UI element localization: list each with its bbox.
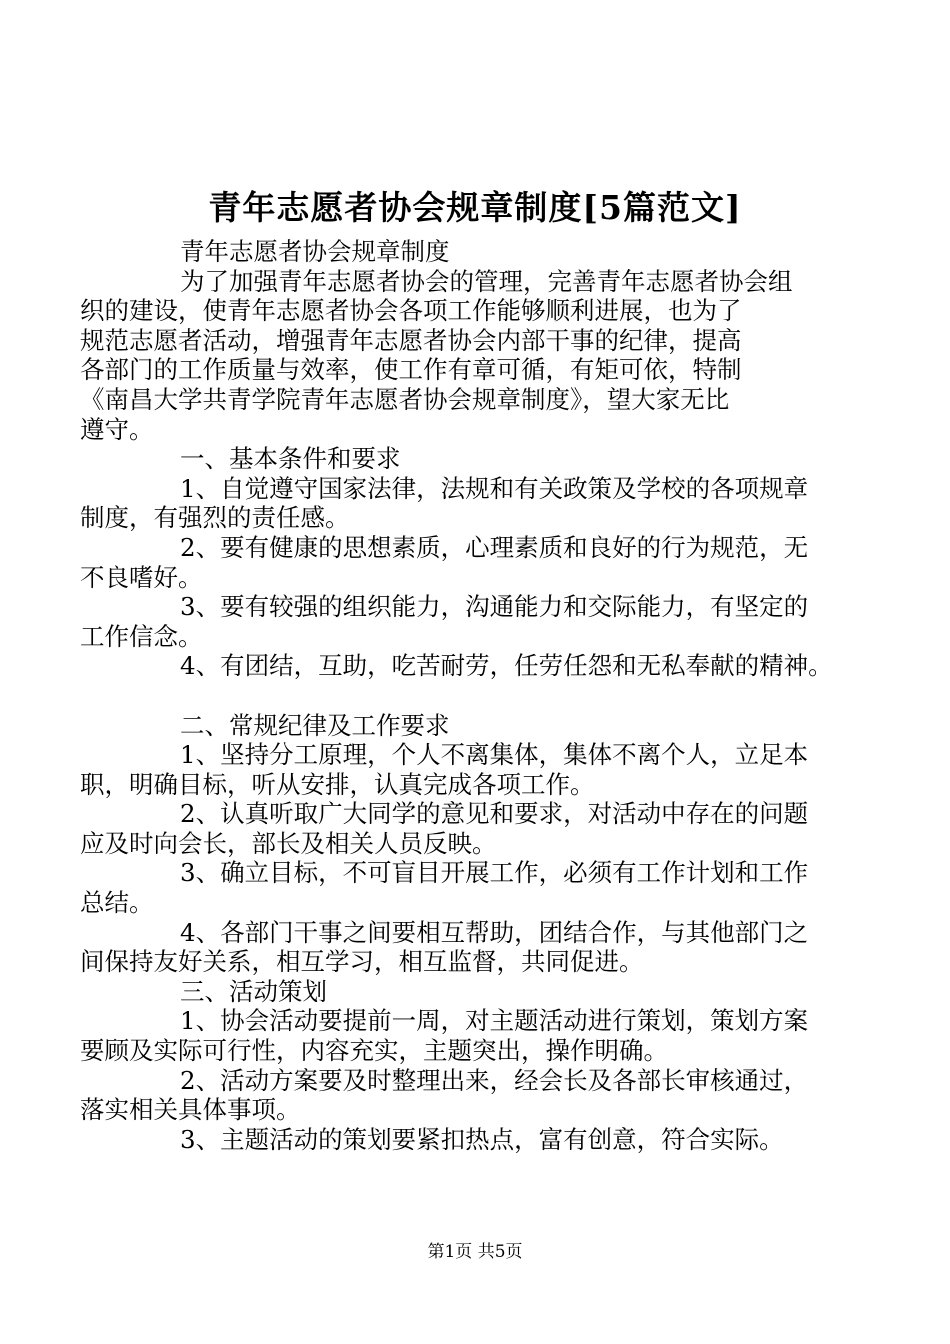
text-line: 不良嗜好。: [80, 562, 203, 592]
text-line: 4、各部门干事之间要相互帮助，团结合作，与其他部门之: [180, 917, 809, 947]
section-heading: [130, 444, 845, 474]
text-line: 织的建设，使青年志愿者协会各项工作能够顺利进展，也为了: [80, 296, 742, 326]
text-line: 要顾及实际可行性，内容充实，主题突出，操作明确。: [80, 1036, 668, 1066]
document-body: [80, 237, 845, 1154]
text-line: 二、常规纪律及工作要求: [180, 710, 450, 740]
text-line: 2、认真听取广大同学的意见和要求，对活动中存在的问题: [180, 799, 809, 829]
text-line: 职，明确目标，听从安排，认真完成各项工作。: [80, 769, 595, 799]
text-line: 《南昌大学共青学院青年志愿者协会规章制度》，望大家无比: [80, 384, 730, 414]
text-line: 2、活动方案要及时整理出来，经会长及各部长审核通过，: [180, 1065, 809, 1095]
list-item: [80, 473, 845, 533]
list-item: [130, 1125, 845, 1155]
list-item: [80, 799, 845, 858]
text-line: 间保持友好关系，相互学习，相互监督，共同促进。: [80, 947, 644, 977]
list-item: [80, 740, 845, 799]
list-item: [80, 1006, 845, 1066]
list-item: [130, 651, 845, 681]
paragraph-intro: [80, 266, 845, 445]
text-line: 规范志愿者活动，增强青年志愿者协会内部干事的纪律，提高: [80, 325, 742, 355]
text-line: 3、要有较强的组织能力，沟通能力和交际能力，有坚定的: [180, 592, 809, 622]
text-line: 落实相关具体事项。: [80, 1095, 301, 1125]
section-heading: [130, 977, 845, 1007]
blank-line: [130, 681, 845, 711]
text-line: 遵守。: [80, 414, 154, 444]
section-heading: [130, 711, 845, 741]
text-line: 各部门的工作质量与效率，使工作有章可循，有矩可依，特制: [80, 355, 742, 385]
text-line: 3、确立目标，不可盲目开展工作，必须有工作计划和工作: [180, 858, 809, 888]
text-line: 1、自觉遵守国家法律，法规和有关政策及学校的各项规章: [180, 473, 809, 503]
text-line: 4、有团结，互助，吃苦耐劳，任劳任怨和无私奉献的精神。: [180, 651, 833, 681]
text-line: 青年志愿者协会规章制度: [180, 237, 450, 266]
text-line: 制度，有强烈的责任感。: [80, 503, 350, 533]
text-line: 2、要有健康的思想素质，心理素质和良好的行为规范，无: [180, 532, 809, 562]
list-item: [80, 1065, 845, 1125]
text-line: 应及时向会长，部长及相关人员反映。: [80, 828, 497, 858]
text-line: 总结。: [80, 888, 154, 918]
text-line: 1、坚持分工原理，个人不离集体，集体不离个人，立足本: [180, 740, 809, 770]
list-item: [80, 592, 845, 651]
text-line: 工作信念。: [80, 621, 203, 651]
document-title: 青年志愿者协会规章制度[5篇范文]: [208, 188, 742, 227]
text-line: 一、基本条件和要求: [180, 444, 401, 474]
list-item: [80, 917, 845, 977]
text-line: 三、活动策划: [180, 976, 327, 1006]
text-line: 为了加强青年志愿者协会的管理，完善青年志愿者协会组: [180, 266, 793, 296]
paragraph-heading: [130, 237, 845, 267]
text-line: 3、主题活动的策划要紧扣热点，富有创意，符合实际。: [180, 1124, 784, 1154]
list-item: [80, 858, 845, 918]
text-line: 1、协会活动要提前一周，对主题活动进行策划，策划方案: [180, 1006, 809, 1036]
list-item: [80, 532, 845, 592]
page-number-footer: 第1页 共5页: [427, 1242, 523, 1262]
